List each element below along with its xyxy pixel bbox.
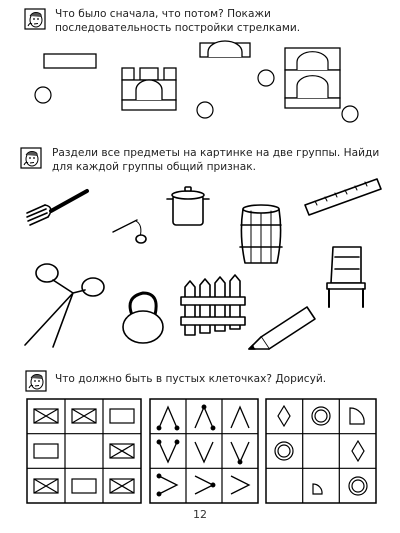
needle-icon bbox=[113, 220, 146, 243]
task-1-instruction: Что было сначала, что потом? Покажи последовательность постройки стрелками. bbox=[55, 8, 301, 34]
fence-icon bbox=[181, 275, 245, 335]
pot-icon bbox=[167, 187, 209, 225]
ruler-icon bbox=[305, 179, 381, 215]
task-2-objects-illustration bbox=[15, 175, 385, 360]
task-1-building-illustration bbox=[30, 40, 375, 135]
face-thinking-icon bbox=[25, 370, 47, 392]
face-thinking-icon bbox=[20, 147, 42, 169]
puzzle-grid-envelopes bbox=[26, 398, 142, 504]
puzzle-grid-angles bbox=[149, 398, 259, 504]
chair-icon bbox=[327, 247, 365, 307]
scissors-icon bbox=[25, 264, 104, 347]
pencil-icon bbox=[249, 307, 315, 349]
fork-icon bbox=[27, 191, 87, 225]
kettlebell-icon bbox=[123, 293, 163, 343]
face-thinking-icon bbox=[24, 8, 46, 30]
page-number: 12 bbox=[193, 508, 207, 521]
task-2-instruction: Раздели все предметы на картинке на две группы. Найди для каждой группы общий признак. bbox=[52, 147, 380, 173]
barrel-icon bbox=[240, 205, 282, 263]
puzzle-grid-shapes bbox=[265, 398, 377, 504]
task-3-instruction: Что должно быть в пустых клеточках? Дорисуй. bbox=[55, 373, 327, 385]
